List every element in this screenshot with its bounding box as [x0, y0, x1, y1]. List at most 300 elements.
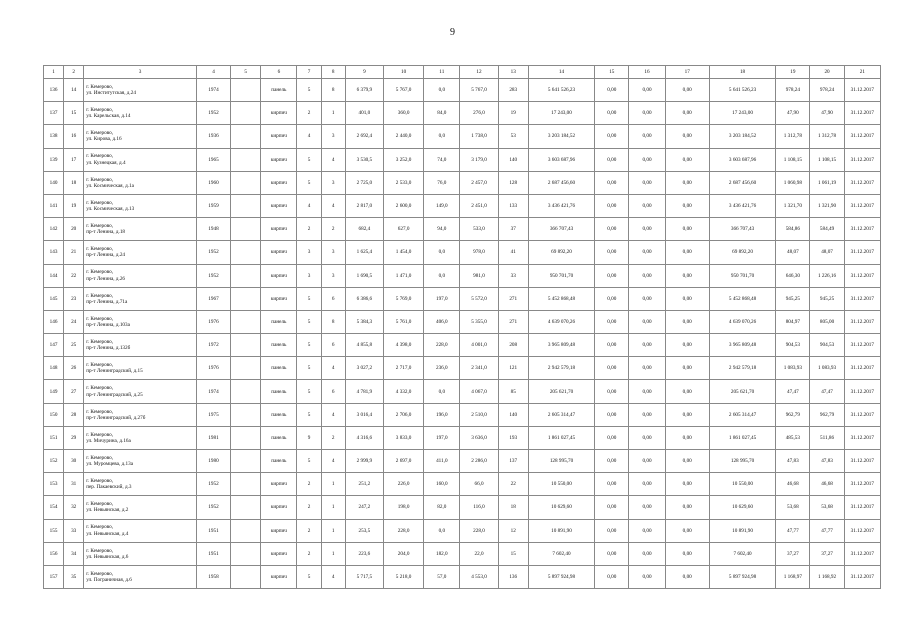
address-city: г. Кемерово, — [86, 199, 113, 206]
cell-c2: 29 — [64, 426, 84, 449]
table-row — [44, 102, 881, 125]
cell-c2: 16 — [64, 125, 84, 148]
cell-c16: 0,00 — [629, 519, 665, 542]
cell-a11: 196,0 — [424, 403, 460, 426]
cell-c5 — [231, 403, 261, 426]
cell-c5 — [231, 519, 261, 542]
cell-c19: 945,25 — [776, 287, 810, 310]
cell-c2: 15 — [64, 102, 84, 125]
cell-c8: 4 — [321, 565, 345, 588]
cell-a10: 204,0 — [383, 542, 423, 565]
cell-c20: 1 226,16 — [810, 264, 844, 287]
cell-c16: 0,00 — [629, 148, 665, 171]
cell-a11: 411,0 — [424, 450, 460, 473]
cell-a9: 223,6 — [345, 542, 383, 565]
address-street: ул. Невьянская, д.4 — [86, 530, 129, 537]
cell-c16: 0,00 — [629, 264, 665, 287]
column-header: 8 — [321, 66, 345, 79]
cell-a10: 3 252,0 — [383, 148, 423, 171]
cell-c13: 19 — [498, 102, 528, 125]
cell-c15: 0,00 — [595, 125, 629, 148]
cell-c17: 0,00 — [665, 310, 709, 333]
address-cell — [84, 496, 197, 519]
cell-a11: 74,0 — [424, 148, 460, 171]
cell-c2: 20 — [64, 218, 84, 241]
cell-cost: 10 629,60 — [528, 496, 594, 519]
cell-c19: 37,27 — [776, 542, 810, 565]
table-row — [44, 171, 881, 194]
cell-c5 — [231, 542, 261, 565]
cell-date: 31.12.2017 — [844, 125, 880, 148]
cell-floors: 2 — [297, 473, 321, 496]
cell-material: панель — [261, 450, 297, 473]
cell-cost: 3 203 184,52 — [528, 125, 594, 148]
cell-c18: 10 891,90 — [709, 519, 775, 542]
cell-c15: 0,00 — [595, 194, 629, 217]
cell-c2: 18 — [64, 171, 84, 194]
column-header: 6 — [261, 66, 297, 79]
cell-c19: 46,68 — [776, 473, 810, 496]
cell-c1: 155 — [44, 519, 64, 542]
cell-a11: 228,0 — [424, 334, 460, 357]
address-street: пер. Пакаевский, д.3 — [86, 484, 132, 491]
cell-c18: 2 605 314,47 — [709, 403, 775, 426]
cell-c15: 0,00 — [595, 426, 629, 449]
address-cell — [84, 241, 197, 264]
cell-year: 1951 — [196, 519, 230, 542]
cell-c20: 1 168,92 — [810, 565, 844, 588]
address-cell — [84, 194, 197, 217]
address-cell — [84, 357, 197, 380]
cell-c8: 2 — [321, 426, 345, 449]
cell-c1: 154 — [44, 496, 64, 519]
cell-c1: 147 — [44, 334, 64, 357]
cell-c19: 48,07 — [776, 241, 810, 264]
cell-c2: 35 — [64, 565, 84, 588]
cell-material: кирпич — [261, 542, 297, 565]
cell-c13: 37 — [498, 218, 528, 241]
cell-c18: 69 892,20 — [709, 241, 775, 264]
cell-year: 1952 — [196, 496, 230, 519]
cell-c2: 24 — [64, 310, 84, 333]
cell-c13: 85 — [498, 380, 528, 403]
address-city: г. Кемерово, — [86, 431, 113, 438]
cell-date: 31.12.2017 — [844, 519, 880, 542]
cell-material: кирпич — [261, 496, 297, 519]
cell-a12: 2 457,0 — [460, 171, 498, 194]
table-row — [44, 403, 881, 426]
address-cell — [84, 565, 197, 588]
cell-c20: 1 061,19 — [810, 171, 844, 194]
cell-floors: 5 — [297, 380, 321, 403]
cell-a11: 82,0 — [424, 496, 460, 519]
cell-c20: 584,49 — [810, 218, 844, 241]
cell-c1: 140 — [44, 171, 64, 194]
cell-year: 1958 — [196, 565, 230, 588]
cell-c8: 1 — [321, 473, 345, 496]
column-header: 7 — [297, 66, 321, 79]
table-row — [44, 519, 881, 542]
cell-c16: 0,00 — [629, 403, 665, 426]
cell-a10: 2 533,0 — [383, 171, 423, 194]
cell-cost: 128 995,70 — [528, 450, 594, 473]
cell-floors: 5 — [297, 310, 321, 333]
cell-c13: 22 — [498, 473, 528, 496]
cell-c20: 1 321,90 — [810, 194, 844, 217]
column-header: 16 — [629, 66, 665, 79]
cell-c20: 511,86 — [810, 426, 844, 449]
cell-c13: 12 — [498, 519, 528, 542]
cell-date: 31.12.2017 — [844, 380, 880, 403]
cell-c1: 142 — [44, 218, 64, 241]
cell-a9: 253,5 — [345, 519, 383, 542]
cell-c18: 5 452 868,48 — [709, 287, 775, 310]
address-street: пр-т Ленинградский, д.25 — [86, 391, 143, 398]
column-header: 20 — [810, 66, 844, 79]
cell-floors: 4 — [297, 125, 321, 148]
table-row — [44, 218, 881, 241]
column-header: 12 — [460, 66, 498, 79]
cell-date: 31.12.2017 — [844, 357, 880, 380]
cell-date: 31.12.2017 — [844, 565, 880, 588]
cell-c18: 3 603 687,96 — [709, 148, 775, 171]
cell-year: 1951 — [196, 542, 230, 565]
cell-c17: 0,00 — [665, 473, 709, 496]
cell-a12: 4 553,0 — [460, 565, 498, 588]
cell-c1: 137 — [44, 102, 64, 125]
cell-a10: 2 717,0 — [383, 357, 423, 380]
cell-c18: 10 550,00 — [709, 473, 775, 496]
cell-year: 1948 — [196, 218, 230, 241]
cell-c8: 1 — [321, 496, 345, 519]
cell-c15: 0,00 — [595, 473, 629, 496]
housing-registry-table — [43, 65, 881, 589]
table-row — [44, 357, 881, 380]
cell-c13: 271 — [498, 310, 528, 333]
cell-cost: 5 641 526,23 — [528, 79, 594, 102]
cell-c13: 41 — [498, 241, 528, 264]
cell-c19: 978,24 — [776, 79, 810, 102]
table-row — [44, 79, 881, 102]
cell-c17: 0,00 — [665, 102, 709, 125]
address-city: г. Кемерово, — [86, 176, 113, 183]
cell-date: 31.12.2017 — [844, 450, 880, 473]
cell-c15: 0,00 — [595, 403, 629, 426]
address-cell — [84, 264, 197, 287]
page-number: 9 — [450, 27, 455, 38]
cell-c15: 0,00 — [595, 519, 629, 542]
cell-a12: 5 355,0 — [460, 310, 498, 333]
cell-c17: 0,00 — [665, 450, 709, 473]
cell-a12: 3 179,0 — [460, 148, 498, 171]
column-header: 18 — [709, 66, 775, 79]
cell-c16: 0,00 — [629, 287, 665, 310]
cell-a9: 6 386,6 — [345, 287, 383, 310]
table-row — [44, 473, 881, 496]
cell-cost: 7 602,40 — [528, 542, 594, 565]
address-street: ул. Космическая, д.1а — [86, 182, 134, 189]
cell-c19: 1 083,93 — [776, 357, 810, 380]
cell-floors: 5 — [297, 171, 321, 194]
cell-a9: 401,0 — [345, 102, 383, 125]
cell-a11: 0,0 — [424, 264, 460, 287]
cell-a9: 3 016,4 — [345, 403, 383, 426]
cell-year: 1976 — [196, 357, 230, 380]
cell-c5 — [231, 125, 261, 148]
cell-c8: 6 — [321, 287, 345, 310]
cell-floors: 2 — [297, 102, 321, 125]
cell-c8: 8 — [321, 310, 345, 333]
cell-c1: 157 — [44, 565, 64, 588]
cell-c17: 0,00 — [665, 357, 709, 380]
table-row — [44, 334, 881, 357]
cell-cost: 3 603 687,96 — [528, 148, 594, 171]
cell-date: 31.12.2017 — [844, 241, 880, 264]
cell-c17: 0,00 — [665, 171, 709, 194]
cell-a11: 406,0 — [424, 310, 460, 333]
cell-cost: 4 639 070,26 — [528, 310, 594, 333]
cell-c5 — [231, 194, 261, 217]
cell-a10: 5 769,0 — [383, 287, 423, 310]
cell-date: 31.12.2017 — [844, 496, 880, 519]
table-row — [44, 380, 881, 403]
address-city: г. Кемерово, — [86, 107, 113, 114]
cell-c18: 3 965 809,48 — [709, 334, 775, 357]
cell-c13: 193 — [498, 426, 528, 449]
cell-c15: 0,00 — [595, 102, 629, 125]
cell-a10: 4 332,0 — [383, 380, 423, 403]
cell-c5 — [231, 380, 261, 403]
address-street: ул. Космическая, д.13 — [86, 206, 135, 213]
cell-floors: 9 — [297, 426, 321, 449]
address-cell — [84, 473, 197, 496]
cell-c20: 1 108,15 — [810, 148, 844, 171]
cell-c17: 0,00 — [665, 334, 709, 357]
cell-cost: 366 707,43 — [528, 218, 594, 241]
cell-floors: 5 — [297, 79, 321, 102]
cell-a10: 198,0 — [383, 496, 423, 519]
cell-c15: 0,00 — [595, 357, 629, 380]
cell-c15: 0,00 — [595, 334, 629, 357]
address-cell — [84, 218, 197, 241]
cell-cost: 69 892,20 — [528, 241, 594, 264]
cell-c5 — [231, 264, 261, 287]
cell-c19: 646,30 — [776, 264, 810, 287]
cell-cost: 3 436 421,76 — [528, 194, 594, 217]
cell-a11: 182,0 — [424, 542, 460, 565]
cell-c18: 5 641 526,23 — [709, 79, 775, 102]
column-header: 1 — [44, 66, 64, 79]
cell-c17: 0,00 — [665, 380, 709, 403]
cell-a12: 276,0 — [460, 102, 498, 125]
cell-c20: 1 083,93 — [810, 357, 844, 380]
cell-c17: 0,00 — [665, 287, 709, 310]
cell-c1: 139 — [44, 148, 64, 171]
cell-a9: 5 384,3 — [345, 310, 383, 333]
cell-c16: 0,00 — [629, 450, 665, 473]
cell-c16: 0,00 — [629, 125, 665, 148]
cell-c19: 47,83 — [776, 450, 810, 473]
cell-a10: 5 761,0 — [383, 310, 423, 333]
cell-c8: 1 — [321, 519, 345, 542]
cell-c17: 0,00 — [665, 125, 709, 148]
cell-c19: 1 168,97 — [776, 565, 810, 588]
cell-material: кирпич — [261, 473, 297, 496]
cell-c13: 53 — [498, 125, 528, 148]
cell-c13: 283 — [498, 79, 528, 102]
table-row — [44, 287, 881, 310]
cell-c20: 46,68 — [810, 473, 844, 496]
cell-a12: 5 767,0 — [460, 79, 498, 102]
cell-c2: 33 — [64, 519, 84, 542]
cell-date: 31.12.2017 — [844, 310, 880, 333]
cell-c20: 53,68 — [810, 496, 844, 519]
cell-cost: 1 861 027,45 — [528, 426, 594, 449]
address-street: пр-т Ленина, д.132б — [86, 345, 131, 352]
cell-floors: 5 — [297, 565, 321, 588]
cell-c20: 904,53 — [810, 334, 844, 357]
cell-a9: 2 692,4 — [345, 125, 383, 148]
cell-a12: 66,0 — [460, 473, 498, 496]
address-city: г. Кемерово, — [86, 269, 113, 276]
address-cell — [84, 426, 197, 449]
address-street: ул. Кузнецкая, д.4 — [86, 159, 126, 166]
cell-material: кирпич — [261, 241, 297, 264]
cell-c13: 121 — [498, 357, 528, 380]
cell-c19: 53,68 — [776, 496, 810, 519]
cell-material: кирпич — [261, 194, 297, 217]
cell-c20: 805,00 — [810, 310, 844, 333]
cell-c5 — [231, 79, 261, 102]
cell-cost: 3 965 809,48 — [528, 334, 594, 357]
column-header: 15 — [595, 66, 629, 79]
cell-a12: 2 286,0 — [460, 450, 498, 473]
cell-c19: 47,90 — [776, 102, 810, 125]
cell-material: панель — [261, 310, 297, 333]
cell-date: 31.12.2017 — [844, 542, 880, 565]
address-street: пр-т Ленина, д.103а — [86, 321, 130, 328]
cell-c18: 366 707,43 — [709, 218, 775, 241]
cell-c16: 0,00 — [629, 102, 665, 125]
cell-floors: 5 — [297, 287, 321, 310]
cell-c1: 152 — [44, 450, 64, 473]
cell-cost: 205 621,70 — [528, 380, 594, 403]
address-cell — [84, 287, 197, 310]
cell-c16: 0,00 — [629, 357, 665, 380]
cell-c19: 1 060,98 — [776, 171, 810, 194]
cell-floors: 2 — [297, 542, 321, 565]
cell-date: 31.12.2017 — [844, 79, 880, 102]
cell-c2: 26 — [64, 357, 84, 380]
cell-c16: 0,00 — [629, 171, 665, 194]
cell-c1: 146 — [44, 310, 64, 333]
table-row — [44, 194, 881, 217]
cell-a9: 5 717,5 — [345, 565, 383, 588]
cell-c8: 3 — [321, 264, 345, 287]
cell-date: 31.12.2017 — [844, 264, 880, 287]
cell-year: 1952 — [196, 473, 230, 496]
address-cell — [84, 519, 197, 542]
cell-c17: 0,00 — [665, 403, 709, 426]
cell-c13: 137 — [498, 450, 528, 473]
cell-material: кирпич — [261, 171, 297, 194]
address-city: г. Кемерово, — [86, 454, 113, 461]
cell-date: 31.12.2017 — [844, 171, 880, 194]
cell-a10: 2 440,0 — [383, 125, 423, 148]
cell-c15: 0,00 — [595, 287, 629, 310]
cell-date: 31.12.2017 — [844, 426, 880, 449]
cell-c18: 3 436 421,76 — [709, 194, 775, 217]
address-city: г. Кемерово, — [86, 478, 113, 485]
cell-c5 — [231, 148, 261, 171]
cell-a11: 94,0 — [424, 218, 460, 241]
cell-c5 — [231, 426, 261, 449]
cell-c16: 0,00 — [629, 218, 665, 241]
address-city: г. Кемерово, — [86, 385, 113, 392]
cell-c2: 14 — [64, 79, 84, 102]
cell-a9: 2 725,0 — [345, 171, 383, 194]
column-header: 9 — [345, 66, 383, 79]
cell-c8: 4 — [321, 194, 345, 217]
cell-c1: 153 — [44, 473, 64, 496]
cell-a11: 0,0 — [424, 241, 460, 264]
cell-material: кирпич — [261, 148, 297, 171]
cell-year: 1981 — [196, 426, 230, 449]
address-cell — [84, 403, 197, 426]
cell-c5 — [231, 287, 261, 310]
cell-c15: 0,00 — [595, 241, 629, 264]
table-header — [44, 66, 881, 79]
cell-a12: 978,0 — [460, 241, 498, 264]
cell-cost: 10 550,00 — [528, 473, 594, 496]
cell-year: 1976 — [196, 310, 230, 333]
address-street: пр-т Ленинградский, д.15 — [86, 368, 143, 375]
table-row — [44, 310, 881, 333]
cell-a11: 84,0 — [424, 102, 460, 125]
cell-c1: 149 — [44, 380, 64, 403]
cell-floors: 5 — [297, 357, 321, 380]
address-city: г. Кемерово, — [86, 246, 113, 253]
cell-year: 1972 — [196, 334, 230, 357]
cell-date: 31.12.2017 — [844, 287, 880, 310]
cell-a9: 4 781,9 — [345, 380, 383, 403]
cell-date: 31.12.2017 — [844, 403, 880, 426]
cell-c17: 0,00 — [665, 426, 709, 449]
cell-c20: 962,79 — [810, 403, 844, 426]
cell-floors: 2 — [297, 218, 321, 241]
cell-c5 — [231, 310, 261, 333]
cell-a9: 682,4 — [345, 218, 383, 241]
cell-c13: 133 — [498, 194, 528, 217]
cell-a12: 5 572,0 — [460, 287, 498, 310]
cell-c8: 3 — [321, 241, 345, 264]
cell-c16: 0,00 — [629, 496, 665, 519]
cell-c18: 4 639 070,26 — [709, 310, 775, 333]
cell-c18: 3 203 184,52 — [709, 125, 775, 148]
address-cell — [84, 310, 197, 333]
cell-c1: 150 — [44, 403, 64, 426]
cell-a9: 3 027,2 — [345, 357, 383, 380]
cell-a9: 2 999,9 — [345, 450, 383, 473]
cell-c8: 8 — [321, 79, 345, 102]
cell-c20: 47,90 — [810, 102, 844, 125]
cell-c2: 27 — [64, 380, 84, 403]
cell-a11: 57,0 — [424, 565, 460, 588]
cell-floors: 5 — [297, 334, 321, 357]
cell-c18: 1 861 027,45 — [709, 426, 775, 449]
cell-c20: 47,83 — [810, 450, 844, 473]
cell-c15: 0,00 — [595, 542, 629, 565]
